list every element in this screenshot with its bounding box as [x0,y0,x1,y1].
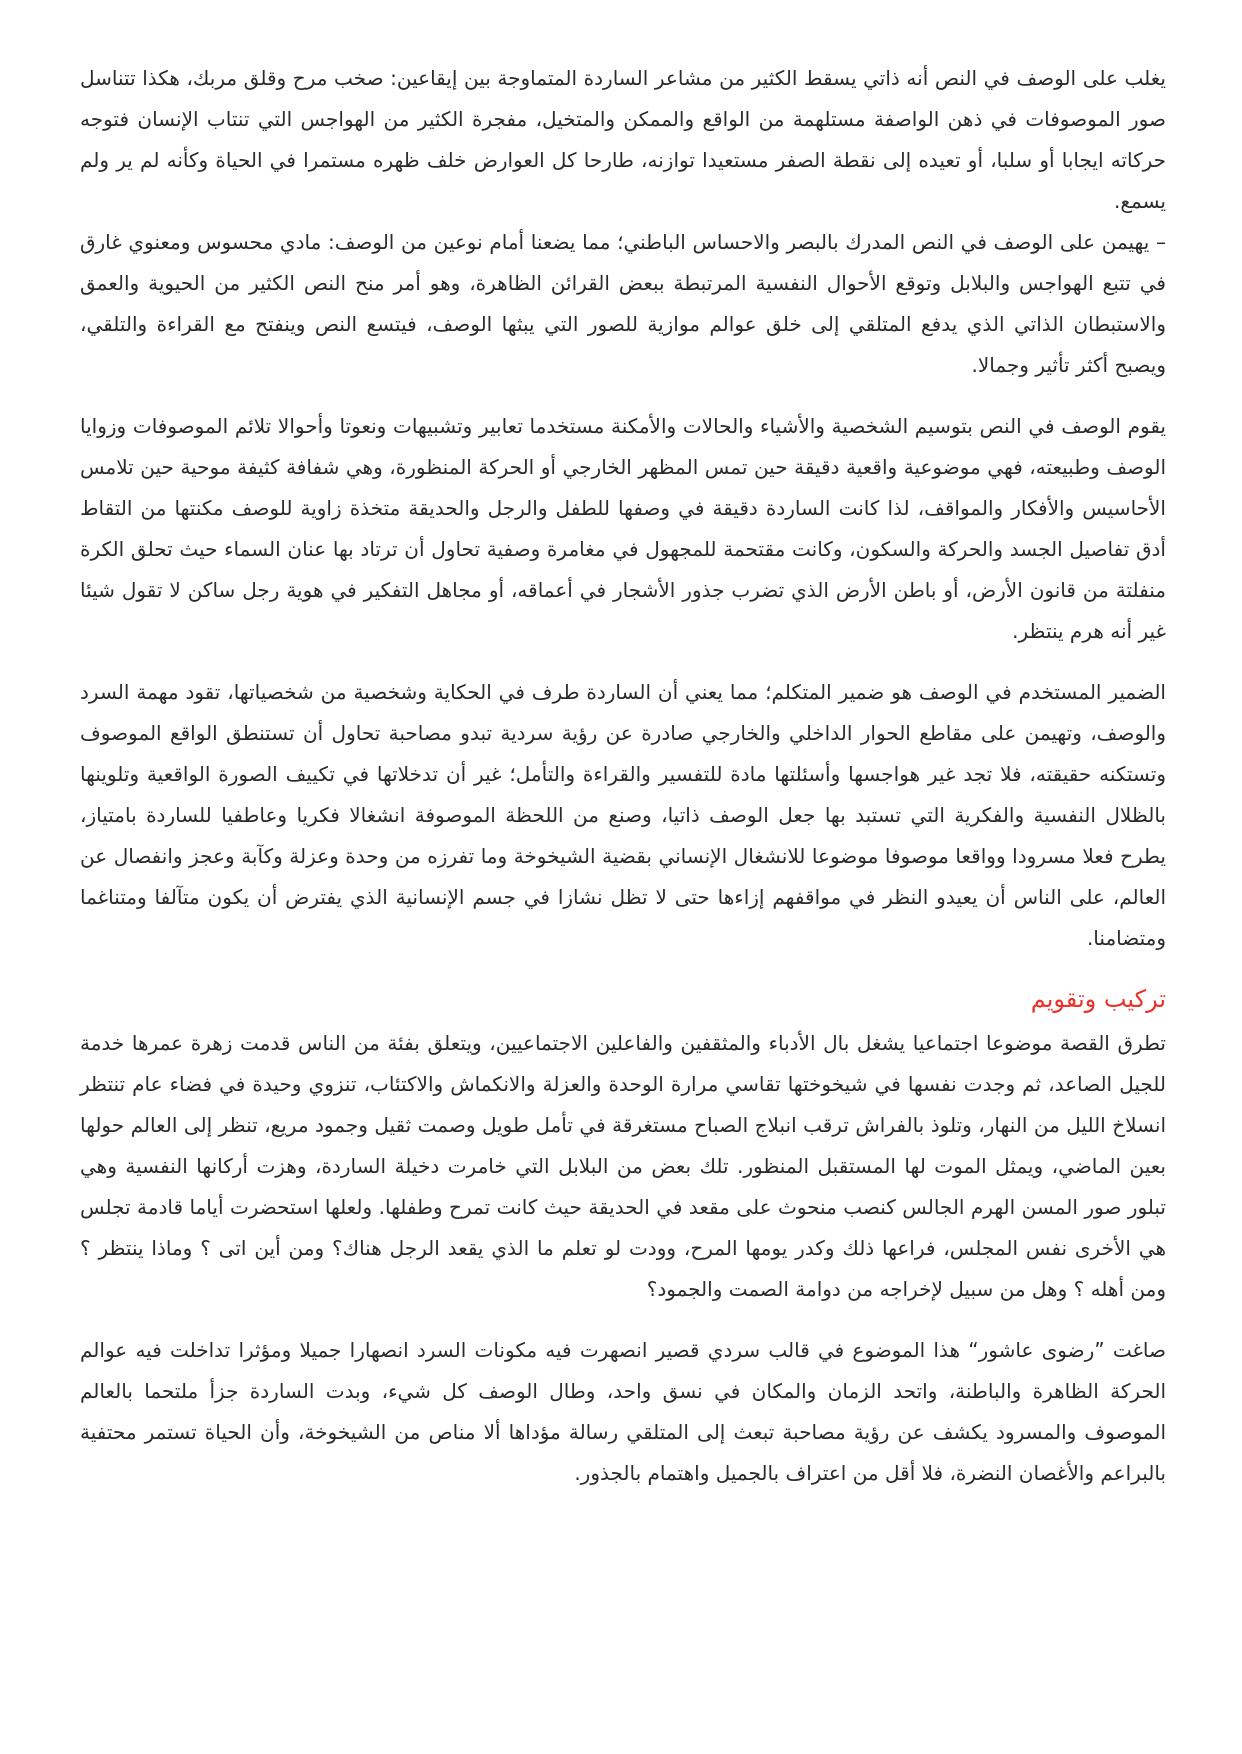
paragraph-gap [80,1310,1166,1330]
paragraph-author-style: صاغت ”رضوى عاشور“ هذا الموضوع في قالب سردي قصير انصهرت فيه مكونات السرد انصهارا جميلا ومؤثرا تداخلت فيه عوالم الحركة الظاهرة والباطنة، واتحد الزمان والمكان في نسق واحد، وطال الوصف كل شيء، وبدت الساردة جزأ ملتحما بالعالم الموصوف والمسرود يكشف عن رؤية مصاحبة تبعث إلى المتلقي رسالة مؤداها ألا مناص من الشيخوخة، وأن الحياة تستمر محتفية بالبراعم والأغصان النضرة، فلا أقل من اعتراف بالجميل واهتمام بالجذور. [80,1338,1166,1485]
paragraph-gap [80,959,1166,979]
paragraph-gap [80,652,1166,672]
paragraph-narrator-pronoun: الضمير المستخدم في الوصف هو ضمير المتكلم؛ مما يعني أن الساردة طرف في الحكاية وشخصية من شخصياتها، تقود مهمة السرد والوصف، وتهيمن على مقاطع الحوار الداخلي والخارجي صادرة عن رؤية سردية تبدو مصاحبة تحاول أن تستنطق الواقع الموصوف وتستكنه حقيقته، فلا تجد غير هواجسها وأسئلتها مادة للتفسير والقراءة والتأمل؛ غير أن تدخلاتها في تكييف الصورة الواقعية وتلوينها بالظلال النفسية والفكرية التي تستبد بها جعل الوصف ذاتيا، وصنع من اللحظة الموصوفة انشغالا فكريا وعاطفيا للساردة بامتياز، يطرح فعلا مسرودا وواقعا موصوفا موضوعا للانشغال الإنساني بقضية الشيخوخة وما تفرزه من وحدة وعزلة وكآبة وعجز وانفصال عن العالم، على الناس أن يعيدو النظر في مواقفهم إزاءها حتى لا تظل نشازا في جسم الإنسانية الذي يفترض أن يكون متآلفا ومتناغما ومتضامنا. [80,680,1166,950]
section-title: تركيب وتقويم [1030,985,1166,1013]
paragraph-perceived-description: – يهيمن على الوصف في النص المدرك بالبصر والاحساس الباطني؛ مما يضعنا أمام نوعين من الوصف: مادي محسوس ومعنوي غارق في تتبع الهواجس والبلابل وتوقع الأحوال النفسية المرتبطة ببعض القرائن الظاهرة، وهو أمر منح النص الكثير من الحيوية والعمق والاستبطان الذاتي الذي يدفع المتلقي إلى خلق عوالم موازية للصور التي يبثها الوصف، فيتسع النص وينفتح مع القراءة والتلقي، ويصبح أكثر تأثير وجمالا. [80,230,1166,377]
paragraph-characterization: يقوم الوصف في النص بتوسيم الشخصية والأشياء والحالات والأمكنة مستخدما تعابير وتشبيهات ونعوتا وأحوالا تلائم الموصوفات وزوايا الوصف وطبيعته، فهي موضوعية واقعية دقيقة حين تمس المظهر الخارجي أو الحركة المنظورة، وهي شفافة كثيفة موحية حين تلامس الأحاسيس والأفكار والمواقف، لذا كانت الساردة دقيقة في وصفها للطفل والرجل والحديقة متخذة زاوية للوصف مكنتها من التقاط أدق تفاصيل الجسد والحركة والسكون، وكانت مقتحمة للمجهول في مغامرة وصفية تحاول أن ترتاد بها عنان السماء حيث تحلق الكرة منفلتة من قانون الأرض، أو باطن الأرض الذي تضرب جذور الأشجار في أعماقه، أو مجاهل التفكير في هوية رجل ساكن لا تقول شيئا غير أنه هرم ينتظر. [80,414,1166,643]
paragraph-story-theme: تطرق القصة موضوعا اجتماعيا يشغل بال الأدباء والمثقفين والفاعلين الاجتماعيين، ويتعلق بفئة من الناس قدمت زهرة عمرها خدمة للجيل الصاعد، ثم وجدت نفسها في شيخوختها تقاسي مرارة الوحدة والعزلة والانكماش والاكتئاب، تنزوي وحيدة في فضاء عام تنتظر انسلاخ الليل من النهار، وتلوذ بالفراش ترقب انبلاج الصباح مستغرقة في تأمل طويل وصمت ثقيل وجمود مريع، تنظر إلى العالم حولها بعين الماضي، ويمثل الموت لها المستقبل المنظور. تلك بعض من البلابل التي خامرت دخيلة الساردة، وهزت أركانها النفسية وهي تبلور صور المسن الهرم الجالس كنصب منحوث على مقعد في الحديقة حيث كانت تمرح وطفلها. ولعلها استحضرت أياما قادمة تجلس هي الأخرى نفس المجلس، فراعها ذلك وكدر يومها المرح، وودت لو تعلم ما الذي يقعد الرجل هناك؟ ومن أين اتى ؟ وماذا ينتظر ؟ ومن أهله ؟ وهل من سبيل لإخراجه من دوامة الصمت والجمود؟ [80,1031,1166,1301]
paragraph-subjective-description: يغلب على الوصف في النص أنه ذاتي يسقط الكثير من مشاعر الساردة المتماوجة بين إيقاعين: صخب مرح وقلق مربك، هكذا تتناسل صور الموصوفات في ذهن الواصفة مستلهمة من الواقع والممكن والمتخيل، مفجرة الكثير من الهواجس التي تنتاب الإنسان فتوجه حركاته ايجابا أو سلبا، أو تعيده إلى نقطة الصفر مستعيدا توازنه، طارحا كل العوارض خلف ظهره مستمرا في الحياة وكأنه لم ير ولم يسمع. [80,66,1166,213]
article-page [80,58,1166,1494]
paragraph-gap [80,386,1166,406]
